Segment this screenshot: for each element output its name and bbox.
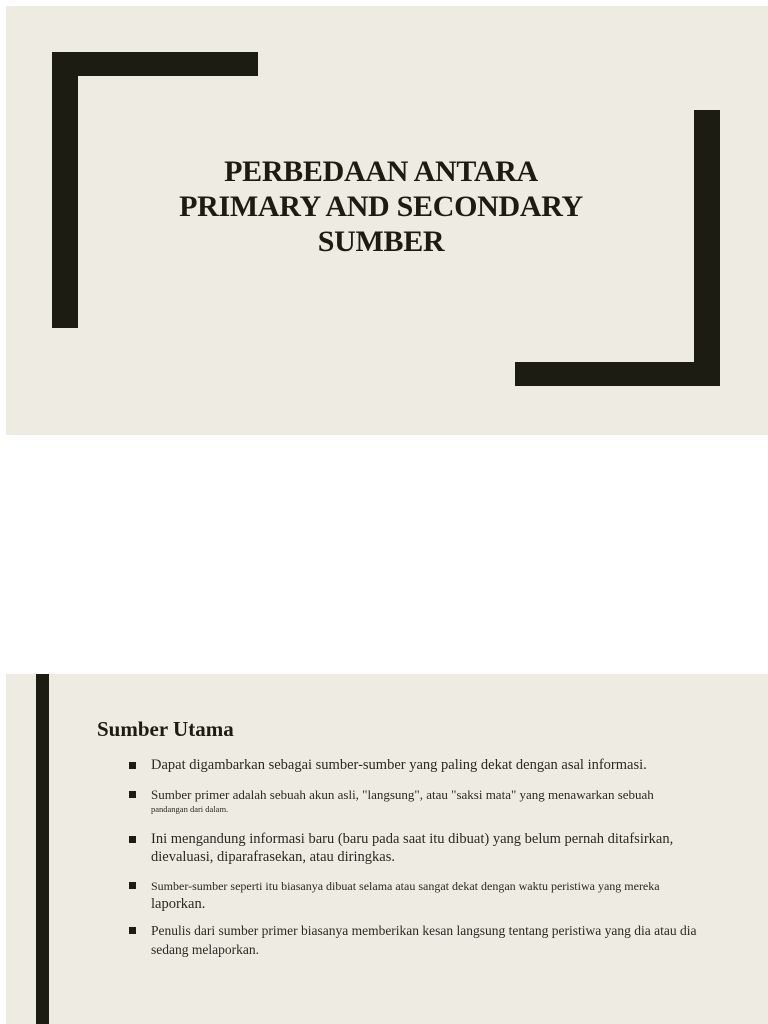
title-line-1: PERBEDAAN ANTARA: [224, 155, 538, 188]
frame-bar-top-left-vertical: [52, 52, 78, 328]
slide-heading: Sumber Utama: [97, 717, 234, 741]
title-line-2: PRIMARY AND SECONDARY: [179, 190, 583, 223]
slide-title: [116, 154, 646, 259]
title-line-3: SUMBER: [317, 225, 445, 258]
frame-bar-bottom-right-horizontal: [515, 362, 720, 386]
bullet-text: Ini mengandung informasi baru (baru pada saat itu dibuat) yang belum pernah ditafsirkan, dievaluasi, diparafrasekan, atau diringkas.: [151, 831, 674, 865]
bullet-square-icon: [129, 836, 136, 843]
list-item: [124, 830, 724, 866]
bullet-text: Sumber-sumber seperti itu biasanya dibuat selama atau sangat dekat dengan waktu peristiwa yang mereka: [151, 879, 660, 893]
bullet-square-icon: [129, 927, 136, 934]
bullet-square-icon: [129, 882, 136, 889]
list-item: [124, 756, 647, 774]
content-slide: [6, 674, 768, 1024]
bullet-text: Sumber primer adalah sebuah akun asli, "langsung", atau "saksi mata" yang menawarkan sebuah: [151, 787, 654, 802]
title-slide: [6, 6, 768, 435]
list-item: [124, 877, 660, 913]
bullet-square-icon: [129, 762, 136, 769]
bullet-text: Dapat digambarkan sebagai sumber-sumber yang paling dekat dengan asal informasi.: [151, 757, 647, 773]
bullet-square-icon: [129, 791, 136, 798]
frame-bar-top-left-horizontal: [52, 52, 258, 76]
frame-bar-bottom-right-vertical: [694, 110, 720, 386]
bullet-text: Penulis dari sumber primer biasanya memberikan kesan langsung tentang peristiwa yang dia atau dia sedang melaporkan.: [151, 923, 697, 957]
list-item: [124, 786, 654, 815]
bullet-text-small: pandangan dari dalam.: [151, 804, 229, 814]
left-accent-bar: [36, 674, 49, 1024]
list-item: [124, 921, 721, 959]
bullet-text-cont: laporkan.: [151, 896, 206, 912]
